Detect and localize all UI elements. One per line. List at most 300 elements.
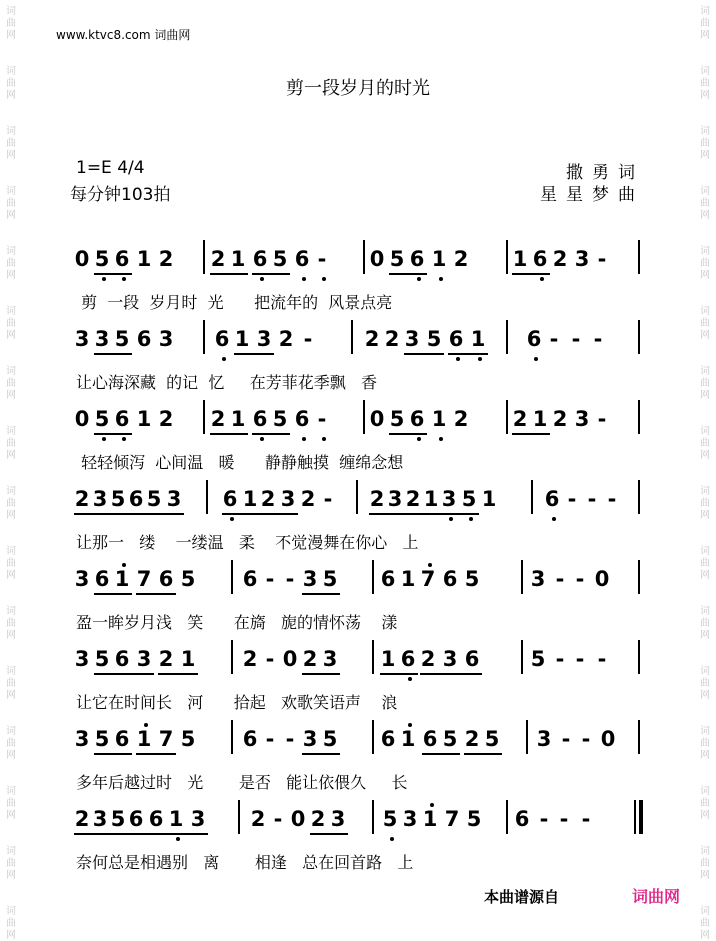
note: 1: [230, 407, 246, 431]
watermark-glyph: 曲: [700, 918, 710, 929]
beam-underline: [512, 433, 550, 435]
watermark-glyph: 词: [6, 786, 16, 797]
note: 2: [300, 487, 316, 511]
watermark-glyph: 词: [700, 786, 710, 797]
watermark-glyph: 网: [6, 210, 16, 221]
watermark-glyph: 词: [700, 846, 710, 857]
note: 3: [92, 487, 108, 511]
note: 3: [74, 567, 90, 591]
watermark-glyph: 网: [6, 30, 16, 41]
beam-underline: [464, 753, 502, 755]
note: 3: [530, 567, 546, 591]
octave-dot-low: [302, 437, 306, 441]
note: 5: [484, 727, 500, 751]
octave-dot-low: [322, 437, 326, 441]
note: 6: [464, 647, 480, 671]
note: 6: [380, 567, 396, 591]
octave-dot-low: [417, 277, 421, 281]
watermark-glyph: 曲: [700, 558, 710, 569]
watermark-glyph: 曲: [700, 18, 710, 29]
watermark-glyph: 词: [6, 906, 16, 917]
note: 3: [74, 647, 90, 671]
note: 6: [214, 327, 230, 351]
beam-underline: [302, 593, 340, 595]
note: 5: [94, 647, 110, 671]
watermark-glyph: 词: [700, 906, 710, 917]
octave-dot-high: [430, 803, 434, 807]
watermark-glyph: 网: [6, 630, 16, 641]
watermark-glyph: 网: [6, 150, 16, 161]
note: 2: [552, 407, 568, 431]
note: 6: [148, 807, 164, 831]
watermark-glyph: 曲: [6, 198, 16, 209]
watermark-glyph: 曲: [700, 858, 710, 869]
watermark-glyph: 词: [6, 546, 16, 557]
watermark-glyph: 词: [6, 846, 16, 857]
note: 3: [94, 327, 110, 351]
watermark-glyph: 词: [6, 186, 16, 197]
note: 2: [464, 727, 480, 751]
lyric-line: 盈一眸岁月浅 笑 在旖 旎的情怀荡 漾: [76, 613, 398, 632]
watermark-glyph: 网: [700, 150, 710, 161]
octave-dot-low: [260, 437, 264, 441]
source-label: 本曲谱源自: [484, 888, 560, 906]
note: 3: [280, 487, 296, 511]
note: 2: [210, 247, 226, 271]
note: 1: [532, 407, 548, 431]
note: 0: [594, 567, 610, 591]
note: 2: [242, 647, 258, 671]
beam-underline: [94, 273, 132, 275]
watermark-glyph: 网: [700, 810, 710, 821]
note: 6: [380, 727, 396, 751]
note: 5: [272, 407, 288, 431]
watermark-glyph: 曲: [6, 138, 16, 149]
watermark-glyph: 曲: [700, 678, 710, 689]
hold-dash: -: [265, 567, 275, 591]
note: 1: [400, 567, 416, 591]
note: 3: [74, 327, 90, 351]
note: 6: [400, 647, 416, 671]
hold-dash: -: [549, 327, 559, 351]
note: 3: [302, 567, 318, 591]
note: 2: [278, 327, 294, 351]
note: 2: [250, 807, 266, 831]
note: 2: [512, 407, 528, 431]
octave-dot-low: [534, 357, 538, 361]
note: 7: [420, 567, 436, 591]
note: 6: [532, 247, 548, 271]
hold-dash: -: [597, 247, 607, 271]
note: 6: [114, 247, 130, 271]
beam-underline: [252, 433, 290, 435]
barline: [506, 400, 508, 434]
octave-dot-low: [176, 837, 180, 841]
note: 1: [114, 567, 130, 591]
note: 1: [481, 487, 497, 511]
watermark-glyph: 网: [6, 90, 16, 101]
beam-underline: [302, 753, 340, 755]
lyric-line: 让那一 缕 一缕温 柔 不觉漫舞在你心 上: [76, 533, 419, 552]
octave-dot-high: [408, 723, 412, 727]
note: 6: [114, 727, 130, 751]
barline: [521, 640, 523, 674]
beam-underline: [512, 273, 550, 275]
beam-underline: [210, 433, 248, 435]
note: 5: [114, 327, 130, 351]
note: 5: [322, 567, 338, 591]
barline: [521, 560, 523, 594]
watermark-glyph: 网: [6, 750, 16, 761]
hold-dash: -: [575, 567, 585, 591]
beam-underline: [158, 673, 198, 675]
note: 2: [453, 407, 469, 431]
note: 1: [234, 327, 250, 351]
octave-dot-low: [439, 437, 443, 441]
note: 2: [453, 247, 469, 271]
watermark-glyph: 网: [700, 270, 710, 281]
hold-dash: -: [273, 807, 283, 831]
note: 0: [369, 247, 385, 271]
note: 5: [382, 807, 398, 831]
barline: [638, 480, 640, 514]
watermark-glyph: 网: [6, 930, 16, 941]
barline: [206, 480, 208, 514]
barline: [634, 800, 636, 834]
hold-dash: -: [285, 727, 295, 751]
note: 5: [530, 647, 546, 671]
barline: [203, 400, 205, 434]
barline: [638, 240, 640, 274]
watermark-glyph: 曲: [700, 798, 710, 809]
watermark-glyph: 词: [700, 306, 710, 317]
barline: [638, 640, 640, 674]
note: 2: [210, 407, 226, 431]
barline: [506, 240, 508, 274]
note: 1: [230, 247, 246, 271]
score-line: [74, 806, 646, 872]
watermark-glyph: 词: [700, 606, 710, 617]
lyric-line: 剪 一段 岁月时 光 把流年的 风景点亮: [76, 293, 393, 312]
octave-dot-low: [102, 437, 106, 441]
barline: [363, 240, 365, 274]
watermark-glyph: 网: [700, 750, 710, 761]
note: 1: [136, 407, 152, 431]
note: 2: [302, 647, 318, 671]
watermark-glyph: 曲: [6, 918, 16, 929]
watermark-glyph: 网: [6, 870, 16, 881]
note: 2: [310, 807, 326, 831]
barline: [363, 400, 365, 434]
watermark-glyph: 曲: [700, 258, 710, 269]
beam-underline: [389, 273, 427, 275]
note: 1: [380, 647, 396, 671]
watermark-glyph: 曲: [6, 618, 16, 629]
watermark-glyph: 曲: [6, 78, 16, 89]
note: 5: [322, 727, 338, 751]
note: 3: [158, 327, 174, 351]
score-line: [74, 246, 646, 312]
watermark-glyph: 词: [6, 246, 16, 257]
hold-dash: -: [607, 487, 617, 511]
note: 1: [423, 487, 439, 511]
beam-underline: [310, 833, 348, 835]
watermark-glyph: 网: [6, 510, 16, 521]
song-title: 剪一段岁月的时光: [286, 78, 430, 99]
note: 5: [110, 487, 126, 511]
watermark-glyph: 曲: [6, 798, 16, 809]
note: 6: [422, 727, 438, 751]
watermark-glyph: 网: [700, 210, 710, 221]
hold-dash: -: [587, 487, 597, 511]
barline: [372, 560, 374, 594]
octave-dot-low: [302, 277, 306, 281]
beam-underline: [369, 513, 479, 515]
watermark-glyph: 曲: [6, 558, 16, 569]
octave-dot-high: [122, 563, 126, 567]
note: 2: [405, 487, 421, 511]
note: 7: [444, 807, 460, 831]
note: 6: [544, 487, 560, 511]
beam-underline: [380, 673, 418, 675]
note: 6: [409, 407, 425, 431]
barline: [203, 320, 205, 354]
beam-underline: [210, 273, 248, 275]
score-line: [74, 646, 646, 712]
beam-underline: [94, 353, 132, 355]
note: 1: [422, 807, 438, 831]
watermark-glyph: 词: [6, 6, 16, 17]
key-signature: 1=E 4/4: [76, 158, 145, 178]
score-line: [74, 406, 646, 472]
note: 6: [114, 647, 130, 671]
watermark-glyph: 词: [6, 126, 16, 137]
hold-dash: -: [597, 647, 607, 671]
note: 3: [190, 807, 206, 831]
octave-dot-low: [222, 357, 226, 361]
watermark-glyph: 词: [700, 546, 710, 557]
hold-dash: -: [597, 407, 607, 431]
hold-dash: -: [317, 407, 327, 431]
watermark-glyph: 网: [700, 90, 710, 101]
watermark-glyph: 词: [6, 726, 16, 737]
octave-dot-high: [428, 563, 432, 567]
beam-underline: [404, 353, 444, 355]
watermark-glyph: 词: [700, 126, 710, 137]
watermark-glyph: 曲: [700, 78, 710, 89]
note: 1: [431, 247, 447, 271]
octave-dot-low: [417, 437, 421, 441]
note: 6: [128, 487, 144, 511]
note: 5: [426, 327, 442, 351]
barline: [231, 720, 233, 754]
watermark-glyph: 曲: [700, 138, 710, 149]
beam-underline: [234, 353, 274, 355]
hold-dash: -: [581, 807, 591, 831]
watermark-glyph: 词: [6, 366, 16, 377]
note: 6: [136, 327, 152, 351]
watermark-glyph: 词: [6, 306, 16, 317]
hold-dash: -: [571, 327, 581, 351]
barline: [203, 240, 205, 274]
note: 3: [574, 407, 590, 431]
watermark-glyph: 网: [700, 690, 710, 701]
watermark-glyph: 网: [700, 570, 710, 581]
watermark-glyph: 网: [6, 390, 16, 401]
watermark-glyph: 词: [700, 426, 710, 437]
note: 5: [94, 407, 110, 431]
barline: [506, 800, 508, 834]
score-line: [74, 566, 646, 632]
watermark-glyph: 词: [6, 66, 16, 77]
watermark-glyph: 词: [700, 666, 710, 677]
note: 1: [470, 327, 486, 351]
final-barline: [639, 800, 643, 834]
watermark-glyph: 曲: [6, 738, 16, 749]
note: 5: [442, 727, 458, 751]
watermark-glyph: 曲: [6, 18, 16, 29]
beam-underline: [94, 593, 132, 595]
watermark-glyph: 曲: [700, 378, 710, 389]
score-line: [74, 486, 646, 552]
watermark-glyph: 网: [6, 330, 16, 341]
watermark-glyph: 曲: [6, 378, 16, 389]
barline: [526, 720, 528, 754]
note: 0: [282, 647, 298, 671]
watermark-glyph: 词: [700, 246, 710, 257]
note: 6: [526, 327, 542, 351]
watermark-glyph: 曲: [700, 498, 710, 509]
octave-dot-low: [439, 277, 443, 281]
note: 2: [384, 327, 400, 351]
note: 3: [330, 807, 346, 831]
watermark-right: [698, 0, 712, 941]
watermark-glyph: 曲: [6, 258, 16, 269]
barline: [531, 480, 533, 514]
hold-dash: -: [265, 647, 275, 671]
note: 6: [94, 567, 110, 591]
beam-underline: [422, 753, 460, 755]
note: 6: [252, 247, 268, 271]
watermark-glyph: 曲: [6, 858, 16, 869]
octave-dot-low: [478, 357, 482, 361]
barline: [351, 320, 353, 354]
watermark-glyph: 网: [700, 330, 710, 341]
note: 5: [389, 407, 405, 431]
note: 2: [158, 407, 174, 431]
note: 3: [92, 807, 108, 831]
score-line: [74, 726, 646, 792]
note: 3: [402, 807, 418, 831]
note: 0: [369, 407, 385, 431]
site-url: www.ktvc8.com 词曲网: [56, 28, 191, 42]
note: 3: [74, 727, 90, 751]
watermark-glyph: 网: [700, 390, 710, 401]
barline: [356, 480, 358, 514]
watermark-glyph: 网: [700, 870, 710, 881]
barline: [372, 640, 374, 674]
note: 6: [442, 567, 458, 591]
note: 6: [242, 727, 258, 751]
hold-dash: -: [323, 487, 333, 511]
note: 1: [136, 247, 152, 271]
hold-dash: -: [539, 807, 549, 831]
beam-underline: [389, 433, 427, 435]
tempo: 每分钟103拍: [70, 185, 171, 205]
octave-dot-low: [552, 517, 556, 521]
watermark-glyph: 网: [6, 810, 16, 821]
note: 0: [600, 727, 616, 751]
beam-underline: [302, 673, 340, 675]
note: 3: [442, 647, 458, 671]
barline: [372, 800, 374, 834]
watermark-glyph: 词: [6, 606, 16, 617]
score-line: [74, 326, 646, 392]
hold-dash: -: [561, 727, 571, 751]
beam-underline: [74, 513, 184, 515]
watermark-glyph: 词: [700, 6, 710, 17]
hold-dash: -: [303, 327, 313, 351]
hold-dash: -: [265, 727, 275, 751]
octave-dot-low: [469, 517, 473, 521]
note: 6: [114, 407, 130, 431]
note: 5: [466, 807, 482, 831]
watermark-glyph: 曲: [700, 318, 710, 329]
note: 0: [290, 807, 306, 831]
brand-logo: 词曲网: [632, 887, 681, 906]
note: 5: [110, 807, 126, 831]
note: 3: [322, 647, 338, 671]
watermark-glyph: 词: [700, 366, 710, 377]
hold-dash: -: [581, 727, 591, 751]
note: 3: [256, 327, 272, 351]
watermark-glyph: 词: [700, 726, 710, 737]
note: 0: [74, 407, 90, 431]
barline: [506, 320, 508, 354]
note: 2: [369, 487, 385, 511]
beam-underline: [136, 593, 176, 595]
watermark-glyph: 曲: [700, 738, 710, 749]
barline: [638, 400, 640, 434]
note: 2: [552, 247, 568, 271]
watermark-left: [4, 0, 18, 941]
octave-dot-low: [322, 277, 326, 281]
octave-dot-low: [456, 357, 460, 361]
beam-underline: [420, 673, 482, 675]
lyricist-credit: 撒勇词: [566, 163, 644, 183]
watermark-glyph: 网: [700, 450, 710, 461]
octave-dot-low: [449, 517, 453, 521]
note: 3: [387, 487, 403, 511]
hold-dash: -: [559, 807, 569, 831]
hold-dash: -: [317, 247, 327, 271]
note: 7: [158, 727, 174, 751]
note: 3: [302, 727, 318, 751]
octave-dot-low: [408, 677, 412, 681]
note: 7: [136, 567, 152, 591]
beam-underline: [74, 833, 208, 835]
note: 0: [74, 247, 90, 271]
watermark-glyph: 曲: [6, 438, 16, 449]
barline: [638, 560, 640, 594]
note: 3: [574, 247, 590, 271]
note: 3: [536, 727, 552, 751]
note: 5: [272, 247, 288, 271]
note: 5: [94, 727, 110, 751]
octave-dot-low: [102, 277, 106, 281]
note: 1: [242, 487, 258, 511]
watermark-glyph: 网: [6, 570, 16, 581]
